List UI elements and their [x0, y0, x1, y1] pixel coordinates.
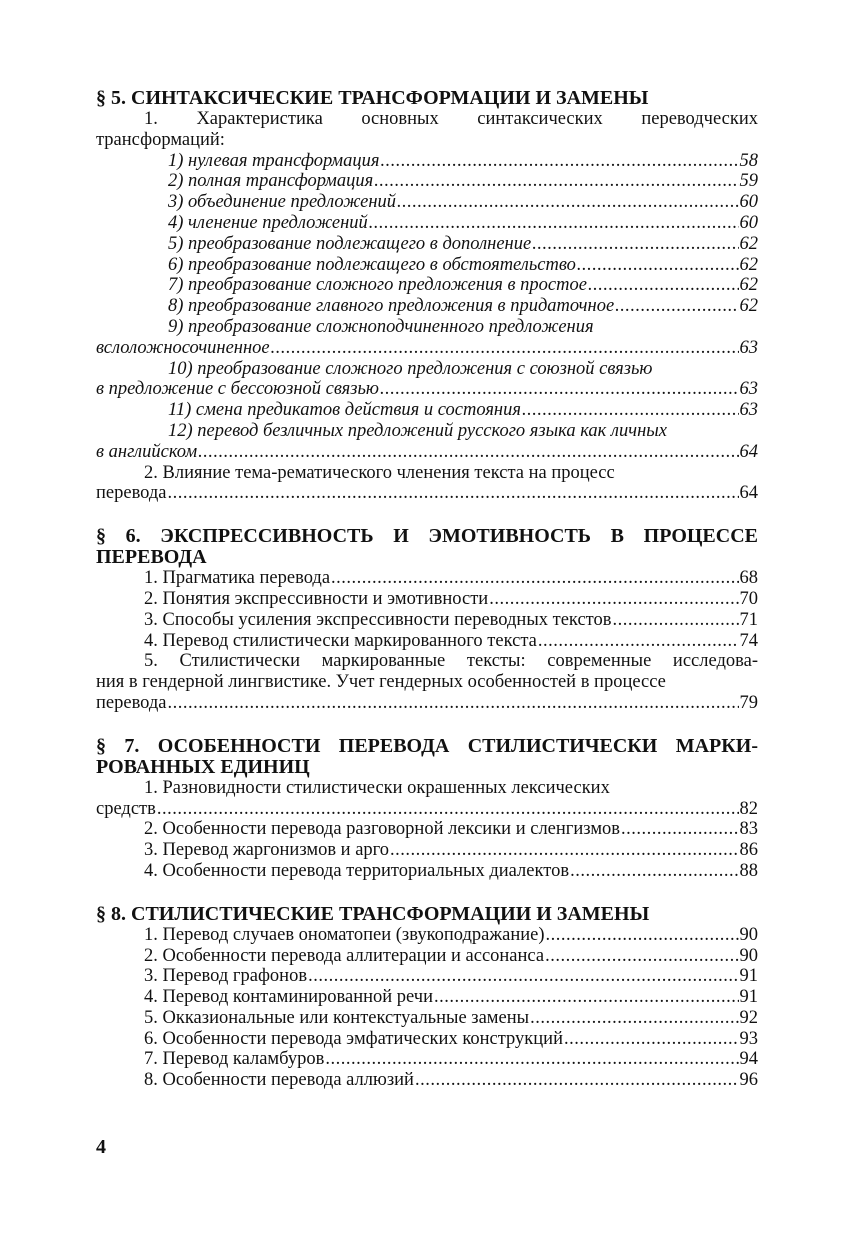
s6-item: 3. Способы усиления экспрессивности переводных текстов ..... 71 — [96, 610, 758, 631]
s5-sub-12-line-b: в английском ..... 64 — [96, 442, 758, 463]
s5-sub-item: 1) нулевая трансформация ..... 58 — [96, 151, 758, 172]
section-6-title-line-a: § 6. ЭКСПРЕССИВНОСТЬ И ЭМОТИВНОСТЬ В ПРОЦЕССЕ — [96, 525, 758, 548]
page-number: 4 — [96, 1136, 106, 1158]
s5-item-2-line-a: 2. Влияние тема-рематического членения текста на процесс — [144, 462, 615, 483]
s7-item-1-line-b: средств ..... 82 — [96, 799, 758, 820]
s5-sub-item: 2) полная трансформация ..... 59 — [96, 171, 758, 192]
s6-item-5-line-a: 5. Стилистически маркированные тексты: современные исследова- — [144, 651, 758, 672]
s5-sub-item: 6) преобразование подлежащего в обстоятельство ..... 62 — [96, 255, 758, 276]
s5-sub-item: 7) преобразование сложного предложения в простое ..... 62 — [96, 275, 758, 296]
s8-item: 6. Особенности перевода эмфатических конструкций ..... 93 — [96, 1029, 758, 1050]
s8-item: 1. Перевод случаев ономатопеи (звукоподражание) ..... 90 — [96, 925, 758, 946]
section-6-title-line-b: ПЕРЕВОДА — [96, 546, 207, 569]
s5-item-1-line-b: трансформаций: — [96, 129, 225, 150]
s5-sub-item: 8) преобразование главного предложения в придаточное ..... 62 — [96, 296, 758, 317]
s6-item: 1. Прагматика перевода ..... 68 — [96, 568, 758, 589]
s8-item: 5. Окказиональные или контекстуальные замены ..... 92 — [96, 1008, 758, 1029]
section-8-title: § 8. СТИЛИСТИЧЕСКИЕ ТРАНСФОРМАЦИИ И ЗАМЕНЫ — [96, 902, 650, 925]
s8-item: 3. Перевод графонов ..... 91 — [96, 966, 758, 987]
s8-item: 2. Особенности перевода аллитерации и ассонанса ..... 90 — [96, 946, 758, 967]
s7-item-1-line-a: 1. Разновидности стилистически окрашенных лексических — [144, 777, 610, 798]
s5-item-2-line-b: перевода ..... 64 — [96, 483, 758, 504]
s8-item: 7. Перевод каламбуров ..... 94 — [96, 1049, 758, 1070]
s5-sub-9-line-b: вслоложносочиненное ..... 63 — [96, 338, 758, 359]
s7-item: 4. Особенности перевода территориальных диалектов ..... 88 — [96, 861, 758, 882]
s7-item: 3. Перевод жаргонизмов и арго ..... 86 — [96, 840, 758, 861]
s5-sub-item: 5) преобразование подлежащего в дополнение ..... 62 — [96, 234, 758, 255]
s5-sub-9-line-a: 9) преобразование сложноподчиненного предложения — [168, 316, 594, 337]
s8-item: 4. Перевод контаминированной речи ..... 91 — [96, 987, 758, 1008]
s8-item: 8. Особенности перевода аллюзий ..... 96 — [96, 1070, 758, 1091]
s7-item: 2. Особенности перевода разговорной лексики и сленгизмов ..... 83 — [96, 819, 758, 840]
section-7-title-line-a: § 7. ОСОБЕННОСТИ ПЕРЕВОДА СТИЛИСТИЧЕСКИ МАРКИ- — [96, 734, 758, 757]
s5-sub-12-line-a: 12) перевод безличных предложений русского языка как личных — [168, 420, 667, 441]
s5-sub-item: 3) объединение предложений ..... 60 — [96, 192, 758, 213]
s5-sub-11: 11) смена предикатов действия и состояния ..... 63 — [96, 400, 758, 421]
section-5-title: § 5. СИНТАКСИЧЕСКИЕ ТРАНСФОРМАЦИИ И ЗАМЕНЫ — [96, 87, 649, 109]
s5-sub-item: 4) членение предложений ..... 60 — [96, 213, 758, 234]
s5-sub-10-line-b: в предложение с бессоюзной связью ..... 63 — [96, 379, 758, 400]
s6-item: 4. Перевод стилистически маркированного текста ..... 74 — [96, 631, 758, 652]
s5-item-1-line-a: 1. Характеристика основных синтаксических переводческих — [144, 109, 758, 129]
s6-item-5-line-c: перевода ..... 79 — [96, 693, 758, 714]
s6-item-5-line-b: ния в гендерной лингвистике. Учет гендерных особенностей в процессе — [96, 672, 666, 693]
table-of-contents — [96, 88, 758, 1091]
s6-item: 2. Понятия экспрессивности и эмотивности ..... 70 — [96, 589, 758, 610]
s5-sub-10-line-a: 10) преобразование сложного предложения с союзной связью — [168, 358, 653, 379]
section-7-title-line-b: РОВАННЫХ ЕДИНИЦ — [96, 755, 310, 778]
